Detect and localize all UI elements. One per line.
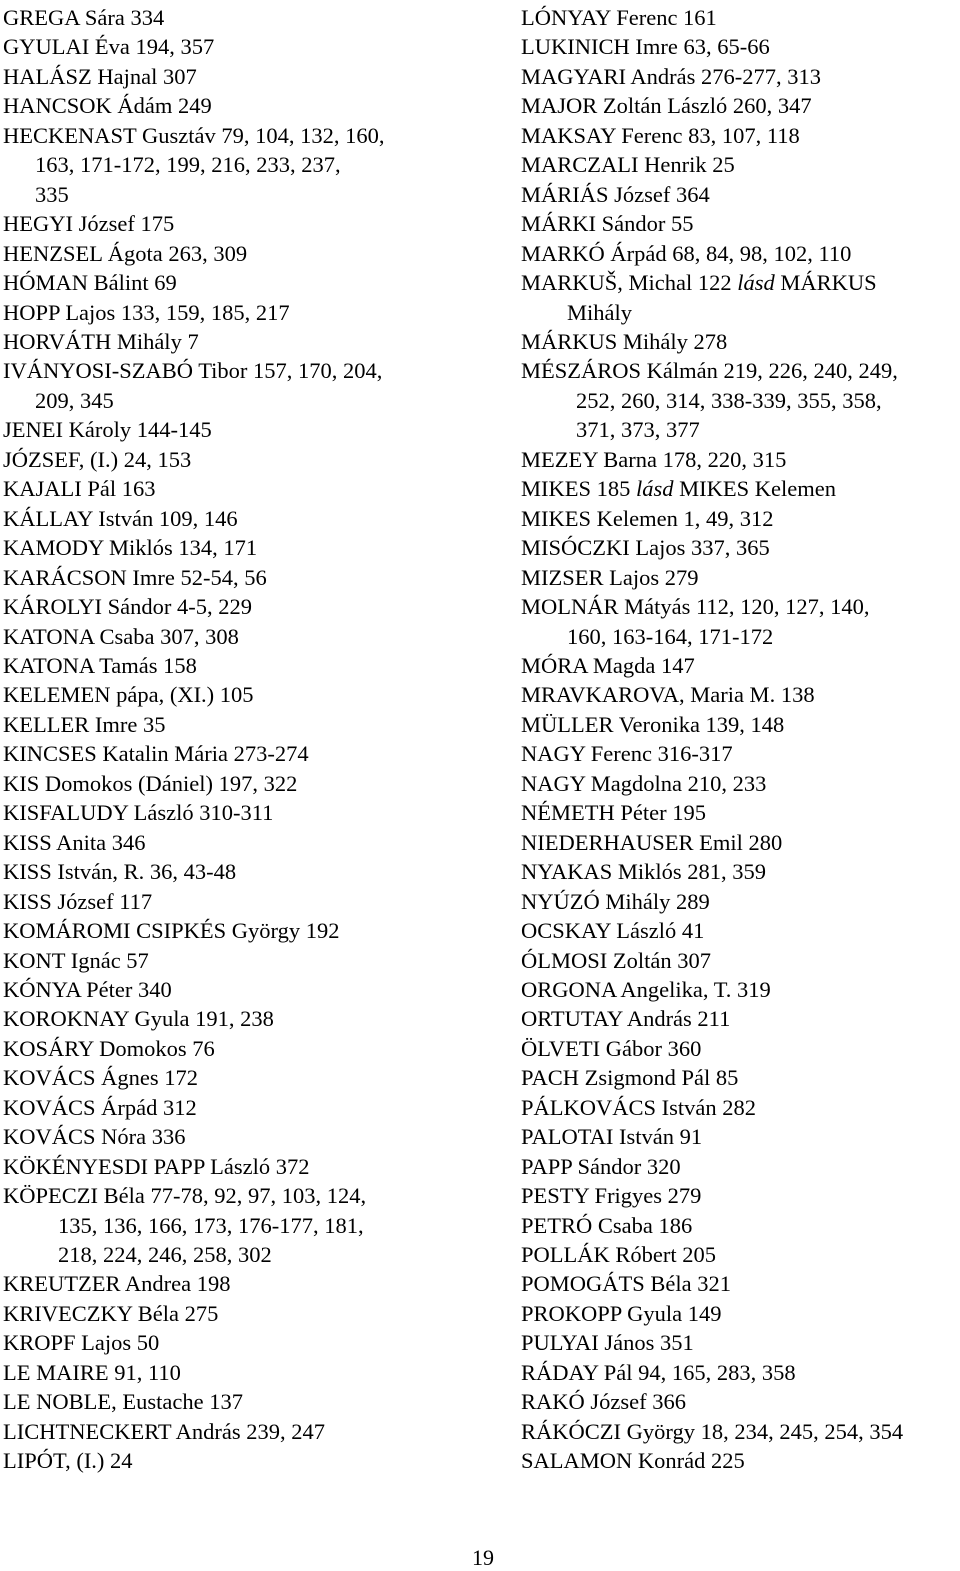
entry-heading-line: IVÁNYOSI-SZABÓ Tibor 157, 170, 204,: [3, 358, 383, 384]
index-entry: [521, 710, 957, 739]
entry-heading-line: PALOTAI István 91: [521, 1124, 703, 1150]
entry-heading-line: ORGONA Angelika, T. 319: [521, 976, 771, 1002]
entry-text: MARKUŠ, Michal 122: [521, 270, 738, 296]
entry-heading-line: HANCSOK Ádám 249: [3, 93, 212, 119]
entry-heading-line: KAMODY Miklós 134, 171: [3, 535, 258, 561]
entry-heading-line: MÓRA Magda 147: [521, 652, 695, 678]
index-entry: [521, 445, 957, 474]
entry-heading-line: MÜLLER Veronika 139, 148: [521, 711, 785, 737]
entry-heading-line: MÉSZÁROS Kálmán 219, 226, 240, 249,: [521, 358, 898, 384]
entry-heading-line: KATONA Csaba 307, 308: [3, 623, 239, 649]
entry-heading-line: LUKINICH Imre 63, 65-66: [521, 34, 770, 60]
entry-text: MIKES 185: [521, 476, 637, 502]
index-entry: [3, 298, 473, 327]
index-entry: [521, 887, 957, 916]
entry-heading-line: PACH Zsigmond Pál 85: [521, 1065, 739, 1091]
index-entry: [521, 356, 957, 444]
index-entry: [521, 916, 957, 945]
entry-heading-line: KISS József 117: [3, 888, 153, 914]
entry-heading-line: KÁLLAY István 109, 146: [3, 505, 238, 531]
index-entry: [3, 415, 473, 444]
index-entry: [521, 1181, 957, 1210]
entry-heading-line: KÖPECZI Béla 77-78, 92, 97, 103, 124,: [3, 1183, 367, 1209]
entry-heading-line: KISS István, R. 36, 43-48: [3, 859, 237, 885]
index-entry: [3, 975, 473, 1004]
entry-heading-line: KELLER Imre 35: [3, 711, 166, 737]
entry-heading-line: MARKÓ Árpád 68, 84, 98, 102, 110: [521, 240, 852, 266]
entry-heading-line: GREGA Sára 334: [3, 5, 165, 30]
index-entry: [521, 121, 957, 150]
entry-heading-line: PETRÓ Csaba 186: [521, 1212, 693, 1238]
entry-heading-line: JENEI Károly 144-145: [3, 417, 212, 443]
entry-continuation-line: 335: [35, 181, 69, 207]
index-entry: [3, 622, 473, 651]
entry-heading-line: MEZEY Barna 178, 220, 315: [521, 446, 787, 472]
entry-continuation-line: 163, 171-172, 199, 216, 233, 237,: [35, 152, 341, 178]
entry-heading-line: NÉMETH Péter 195: [521, 800, 706, 826]
index-column-right: [521, 3, 957, 1476]
index-entry: [3, 62, 473, 91]
entry-heading-line: POMOGÁTS Béla 321: [521, 1271, 732, 1297]
index-entry: [521, 239, 957, 268]
index-entry: [3, 445, 473, 474]
entry-heading-line: KÓNYA Péter 340: [3, 976, 172, 1002]
entry-heading-line: LICHTNECKERT András 239, 247: [3, 1418, 325, 1444]
index-entry: [3, 680, 473, 709]
entry-heading-line: ÓLMOSI Zoltán 307: [521, 947, 711, 973]
index-entry: [3, 121, 473, 209]
entry-heading-line: LE NOBLE, Eustache 137: [3, 1389, 243, 1415]
entry-heading-line: PULYAI János 351: [521, 1330, 694, 1356]
entry-heading-line: KOVÁCS Ágnes 172: [3, 1065, 199, 1091]
index-entry: [521, 504, 957, 533]
entry-heading-line: KATONA Tamás 158: [3, 652, 197, 678]
index-entry: [3, 1328, 473, 1357]
entry-heading-line: GYULAI Éva 194, 357: [3, 34, 215, 60]
index-entry: [521, 1122, 957, 1151]
entry-heading-line: POLLÁK Róbert 205: [521, 1242, 716, 1268]
index-entry: [3, 533, 473, 562]
index-entry: [3, 710, 473, 739]
index-entry: [521, 1152, 957, 1181]
entry-heading-line: KOVÁCS Árpád 312: [3, 1094, 197, 1120]
index-entry: [521, 62, 957, 91]
entry-heading-line: KAJALI Pál 163: [3, 476, 156, 502]
entry-heading-line: JÓZSEF, (I.) 24, 153: [3, 446, 192, 472]
entry-heading-line: KREUTZER Andrea 198: [3, 1271, 231, 1297]
index-entry: [3, 1417, 473, 1446]
index-entry: [521, 592, 957, 651]
index-entry: [3, 239, 473, 268]
index-entry: [521, 474, 957, 503]
index-entry: [3, 1181, 473, 1269]
index-entry: [521, 857, 957, 886]
entry-heading-line: MAGYARI András 276-277, 313: [521, 63, 821, 89]
entry-heading-line: MÁRKUS Mihály 278: [521, 328, 728, 354]
index-entry: [521, 1387, 957, 1416]
entry-continuation-line: 209, 345: [35, 387, 114, 413]
index-entry: [3, 1446, 473, 1475]
index-entry: [3, 1004, 473, 1033]
index-entry: [521, 3, 957, 32]
entry-heading-line: MARCZALI Henrik 25: [521, 152, 735, 178]
entry-heading-line: KOSÁRY Domokos 76: [3, 1035, 215, 1061]
entry-heading-line: PÁLKOVÁCS István 282: [521, 1094, 757, 1120]
index-entry: [521, 1269, 957, 1298]
index-entry: [521, 180, 957, 209]
entry-heading-line: OCSKAY László 41: [521, 918, 705, 944]
entry-heading-line: LIPÓT, (I.) 24: [3, 1448, 133, 1474]
entry-heading-line: HALÁSZ Hajnal 307: [3, 63, 197, 89]
index-entry: [521, 150, 957, 179]
entry-heading-line: HÓMAN Bálint 69: [3, 270, 177, 296]
index-entry: [521, 1063, 957, 1092]
index-entry: [3, 592, 473, 621]
entry-heading-line: KROPF Lajos 50: [3, 1330, 160, 1356]
entry-heading-line: HENZSEL Ágota 263, 309: [3, 240, 248, 266]
entry-heading-line: KÁROLYI Sándor 4-5, 229: [3, 594, 252, 620]
index-entry: [521, 1034, 957, 1063]
index-entry: [521, 798, 957, 827]
entry-heading-line: MÁRIÁS József 364: [521, 181, 710, 207]
index-entry: [3, 563, 473, 592]
index-entry: [521, 1299, 957, 1328]
index-entry: [3, 857, 473, 886]
index-entry: [3, 504, 473, 533]
entry-continuation-line: 160, 163-164, 171-172: [567, 623, 774, 649]
entry-heading-line: RAKÓ József 366: [521, 1389, 686, 1415]
index-entry: [3, 3, 473, 32]
entry-heading-line: ORTUTAY András 211: [521, 1006, 731, 1032]
entry-continuation-line: 135, 136, 166, 173, 176-177, 181,: [58, 1212, 364, 1238]
entry-heading-line: PROKOPP Gyula 149: [521, 1300, 722, 1326]
entry-heading-line: NAGY Ferenc 316-317: [521, 741, 733, 767]
index-entry: [3, 1299, 473, 1328]
index-entry: [521, 975, 957, 1004]
index-entry: [3, 1034, 473, 1063]
index-entry: [521, 1446, 957, 1475]
entry-continuation-line: 252, 260, 314, 338-339, 355, 358,: [576, 387, 882, 413]
entry-heading-line: PESTY Frigyes 279: [521, 1183, 702, 1209]
entry-heading-line: MRAVKAROVA, Maria M. 138: [521, 682, 815, 708]
index-entry: [3, 327, 473, 356]
index-entry: [3, 1093, 473, 1122]
entry-heading-line: RÁKÓCZI György 18, 234, 245, 254, 354: [521, 1418, 904, 1444]
entry-heading-line: KONT Ignác 57: [3, 947, 149, 973]
entry-heading-line: KELEMEN pápa, (XI.) 105: [3, 682, 254, 708]
entry-heading-line: HORVÁTH Mihály 7: [3, 328, 199, 354]
entry-heading-line: HEGYI József 175: [3, 211, 175, 237]
index-entry: [3, 1358, 473, 1387]
index-entry: [521, 1093, 957, 1122]
index-entry: [521, 769, 957, 798]
entry-heading-line: KRIVECZKY Béla 275: [3, 1300, 219, 1326]
index-entry: [521, 563, 957, 592]
index-entry: [521, 1358, 957, 1387]
entry-heading-line: NYAKAS Miklós 281, 359: [521, 859, 767, 885]
entry-heading-line: RÁDAY Pál 94, 165, 283, 358: [521, 1359, 796, 1385]
index-entry: [521, 1211, 957, 1240]
index-entry: [521, 327, 957, 356]
entry-heading-line: NYÚZÓ Mihály 289: [521, 888, 710, 914]
entry-heading-line: MISÓCZKI Lajos 337, 365: [521, 535, 770, 561]
entry-heading-line: HOPP Lajos 133, 159, 185, 217: [3, 299, 290, 325]
index-entry: [521, 1004, 957, 1033]
index-entry: [3, 1122, 473, 1151]
see-reference: lásd: [737, 270, 775, 296]
entry-heading-line: MAKSAY Ferenc 83, 107, 118: [521, 122, 800, 148]
entry-continuation-line: 218, 224, 246, 258, 302: [58, 1242, 272, 1268]
index-entry: [521, 680, 957, 709]
index-entry: [3, 769, 473, 798]
entry-heading-line: [521, 474, 957, 503]
entry-heading-line: KOVÁCS Nóra 336: [3, 1124, 186, 1150]
entry-heading-line: ÖLVETI Gábor 360: [521, 1035, 702, 1061]
entry-heading-line: NAGY Magdolna 210, 233: [521, 770, 767, 796]
entry-heading-line: MIZSER Lajos 279: [521, 564, 699, 590]
index-entry: [3, 1152, 473, 1181]
see-target: MÁRKUS: [774, 270, 877, 296]
entry-heading-line: NIEDERHAUSER Emil 280: [521, 829, 783, 855]
index-entry: [521, 739, 957, 768]
entry-heading-line: KIS Domokos (Dániel) 197, 322: [3, 770, 298, 796]
entry-heading-line: KÖKÉNYESDI PAPP László 372: [3, 1153, 310, 1179]
entry-heading-line: LÓNYAY Ferenc 161: [521, 5, 717, 30]
index-entry: [3, 828, 473, 857]
entry-heading-line: KOROKNAY Gyula 191, 238: [3, 1006, 274, 1032]
entry-heading-line: MIKES Kelemen 1, 49, 312: [521, 505, 774, 531]
index-entry: [3, 1387, 473, 1416]
index-entry: [3, 209, 473, 238]
entry-heading-line: KISS Anita 346: [3, 829, 146, 855]
entry-heading-line: MÁRKI Sándor 55: [521, 211, 694, 237]
entry-heading-line: LE MAIRE 91, 110: [3, 1359, 181, 1385]
index-entry: [521, 268, 957, 327]
index-entry: [3, 1269, 473, 1298]
index-entry: [3, 798, 473, 827]
index-entry: [3, 1063, 473, 1092]
entry-continuation-line: Mihály: [567, 299, 632, 325]
entry-heading-line: MAJOR Zoltán László 260, 347: [521, 93, 812, 119]
see-target: MIKES Kelemen: [673, 476, 836, 502]
entry-heading-line: PAPP Sándor 320: [521, 1153, 681, 1179]
index-entry: [521, 946, 957, 975]
see-reference: lásd: [636, 476, 674, 502]
entry-heading-line: KARÁCSON Imre 52-54, 56: [3, 564, 267, 590]
page-number: 19: [472, 1545, 494, 1570]
index-entry: [3, 651, 473, 680]
index-entry: [3, 887, 473, 916]
entry-continuation-line: 371, 373, 377: [576, 417, 700, 443]
index-entry: [3, 268, 473, 297]
index-entry: [3, 474, 473, 503]
index-entry: [521, 1328, 957, 1357]
index-entry: [3, 91, 473, 120]
index-entry: [3, 739, 473, 768]
index-entry: [521, 533, 957, 562]
entry-heading-line: MOLNÁR Mátyás 112, 120, 127, 140,: [521, 594, 870, 620]
entry-heading-line: KOMÁROMI CSIPKÉS György 192: [3, 918, 340, 944]
entry-heading-line: HECKENAST Gusztáv 79, 104, 132, 160,: [3, 122, 385, 148]
index-entry: [521, 1240, 957, 1269]
index-entry: [3, 946, 473, 975]
index-entry: [521, 32, 957, 61]
index-entry: [521, 828, 957, 857]
index-entry: [3, 32, 473, 61]
index-entry: [521, 91, 957, 120]
index-entry: [3, 356, 473, 415]
index-column-left: [3, 3, 473, 1476]
entry-heading-line: [521, 268, 957, 297]
index-entry: [521, 209, 957, 238]
entry-heading-line: KISFALUDY László 310-311: [3, 800, 274, 826]
index-entry: [3, 916, 473, 945]
entry-heading-line: SALAMON Konrád 225: [521, 1448, 745, 1474]
index-entry: [521, 651, 957, 680]
entry-heading-line: KINCSES Katalin Mária 273-274: [3, 741, 309, 767]
index-entry: [521, 1417, 957, 1446]
